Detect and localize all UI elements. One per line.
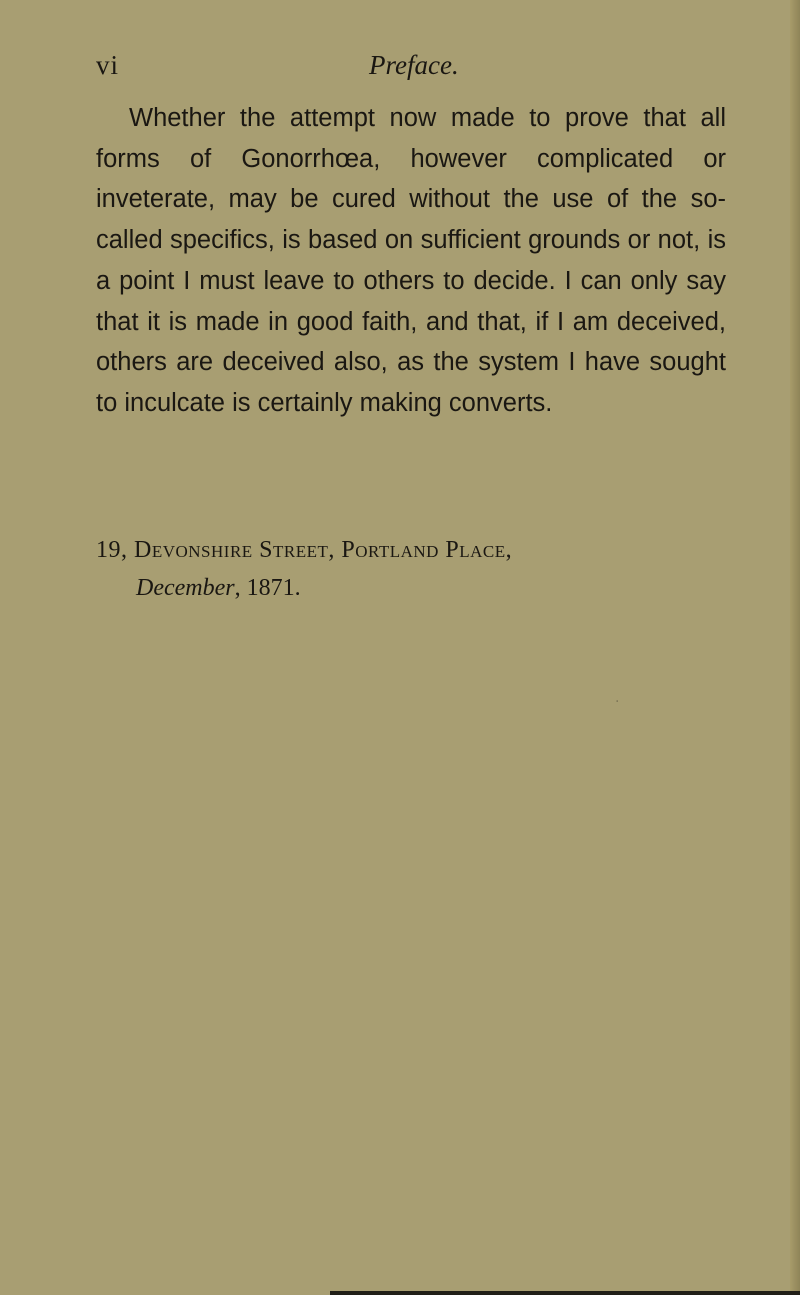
page-number: vi (96, 50, 120, 80)
signature-block (96, 531, 736, 607)
page-edge-shadow (790, 0, 800, 1295)
paper-blemish: · (615, 694, 620, 710)
bottom-rule (330, 1291, 800, 1295)
running-head (96, 50, 716, 86)
running-title: Preface. (369, 50, 459, 80)
address-line: 19, Devonshire Street, Portland Place, (96, 537, 513, 563)
date-year: , 1871. (234, 575, 301, 601)
date-month: December (136, 575, 235, 601)
date-line (96, 569, 736, 607)
preface-paragraph: Whether the attempt now made to prove that all forms of Gonorrhœa, however complicated or inveterate, may be cured without the use of the so-called specifics, is based on sufficient grounds or not, is a point I must leave to others to decide. I can only say that it is made in good faith, and that, if I am deceived, others are deceived also, as the system I have sought to inculcate is certainly making converts. (96, 104, 726, 417)
